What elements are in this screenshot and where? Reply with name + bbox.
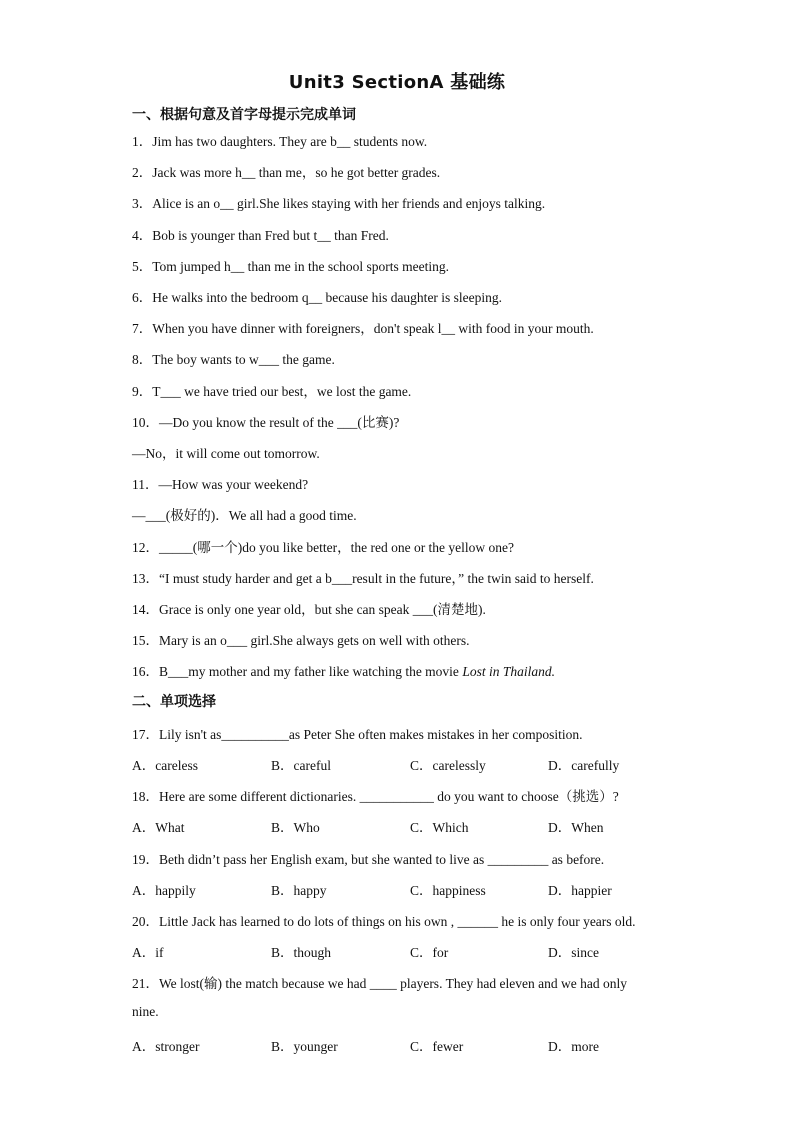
option-d[interactable]: D．happier	[548, 883, 612, 898]
option-c[interactable]: C．fewer	[410, 1039, 464, 1054]
question-17: 17．Lily isn't as__________as Peter She often makes mistakes in her composition.	[132, 727, 583, 742]
option-b[interactable]: B．younger	[271, 1039, 338, 1054]
question-5: 5．Tom jumped h__ than me in the school sports meeting.	[132, 259, 450, 274]
question-20: 20．Little Jack has learned to do lots of things on his own , ______ he is only four years old.	[132, 914, 636, 929]
question-15: 15．Mary is an o___ girl.She always gets on well with others.	[132, 633, 470, 648]
option-a[interactable]: A．careless	[132, 758, 198, 773]
option-c[interactable]: C．Which	[410, 820, 469, 835]
option-c[interactable]: C．for	[410, 945, 449, 960]
option-a[interactable]: A．if	[132, 945, 164, 960]
option-a[interactable]: A．happily	[132, 883, 196, 898]
page-title: Unit3 SectionA 基础练	[288, 72, 506, 93]
question-21-continued: nine.	[132, 1004, 159, 1019]
section-heading-multiple-choice: 二、单项选择	[132, 694, 216, 710]
question-3: 3．Alice is an o__ girl.She likes staying with her friends and enjoys talking.	[132, 196, 546, 211]
option-d[interactable]: D．more	[548, 1039, 599, 1054]
question-10: 10．—Do you know the result of the ___(比赛)?	[132, 415, 400, 430]
question-1: 1．Jim has two daughters. They are b__ students now.	[132, 134, 428, 149]
question-4: 4．Bob is younger than Fred but t__ than Fred.	[132, 228, 389, 243]
question-7: 7．When you have dinner with foreigners，don't speak l__ with food in your mouth.	[132, 321, 594, 336]
question-16	[132, 660, 555, 680]
movie-title: Lost in Thailand.	[462, 664, 555, 679]
option-c[interactable]: C．happiness	[410, 883, 486, 898]
option-b[interactable]: B．careful	[271, 758, 331, 773]
option-a[interactable]: A．stronger	[132, 1039, 200, 1054]
option-b[interactable]: B．though	[271, 945, 332, 960]
question-14: 14．Grace is only one year old，but she can speak ___(清楚地).	[132, 602, 486, 617]
question-21: 21．We lost(输) the match because we had ____ players. They had eleven and we had only	[132, 976, 628, 991]
option-c[interactable]: C．carelessly	[410, 758, 486, 773]
question-19: 19．Beth didn’t pass her English exam, but she wanted to live as _________ as before.	[132, 852, 605, 867]
question-12: 12．_____(哪一个)do you like better，the red one or the yellow one?	[132, 540, 515, 555]
question-11-reply: —___(极好的)．We all had a good time.	[132, 508, 357, 523]
section-heading-fill-in: 一、根据句意及首字母提示完成单词	[132, 107, 356, 123]
question-11: 11．—How was your weekend?	[132, 477, 309, 492]
option-d[interactable]: D．since	[548, 945, 599, 960]
question-6: 6．He walks into the bedroom q__ because his daughter is sleeping.	[132, 290, 503, 305]
option-b[interactable]: B．Who	[271, 820, 320, 835]
question-9: 9．T___ we have tried our best，we lost the game.	[132, 384, 412, 399]
option-b[interactable]: B．happy	[271, 883, 327, 898]
question-2: 2．Jack was more h__ than me，so he got better grades.	[132, 165, 441, 180]
question-13: 13．“I must study harder and get a b___result in the future，” the twin said to herself.	[132, 571, 594, 586]
option-a[interactable]: A．What	[132, 820, 185, 835]
question-8: 8．The boy wants to w___ the game.	[132, 352, 335, 367]
question-16-text: 16．B___my mother and my father like watching the movie	[132, 664, 463, 679]
option-d[interactable]: D．When	[548, 820, 604, 835]
question-18: 18．Here are some different dictionaries. ___________ do you want to choose（挑选）?	[132, 789, 619, 804]
option-d[interactable]: D．carefully	[548, 758, 620, 773]
question-10-reply: —No，it will come out tomorrow.	[132, 446, 320, 461]
